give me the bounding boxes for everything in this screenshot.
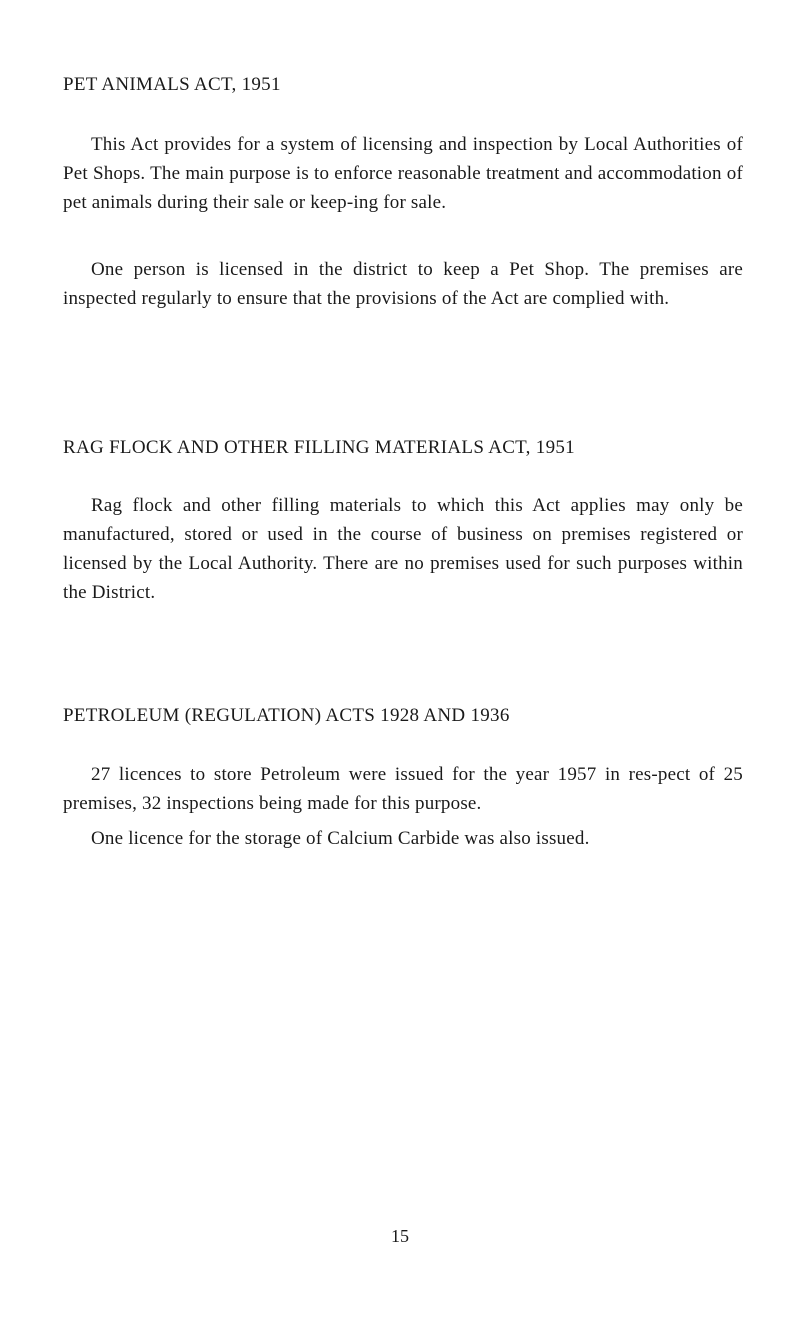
paragraph-pet-animals-2: One person is licensed in the district to keep a Pet Shop. The premises are inspected regularly to ensure that the provisions of the Act are complied with. <box>63 259 743 309</box>
section-heading-pet-animals: PET ANIMALS ACT, 1951 <box>63 74 281 95</box>
paragraph-petroleum-1: 27 licences to store Petroleum were issued for the year 1957 in res-pect of 25 premises, 32 inspections being made for this purpose. <box>63 764 743 814</box>
paragraph-rag-flock-1: Rag flock and other filling materials to which this Act applies may only be manufactured, stored or used in the course of business on premises registered or licensed by the Local Authority. There are no premises used for such purposes within the District. <box>63 495 743 603</box>
paragraph-pet-animals-1: This Act provides for a system of licensing and inspection by Local Authorities of Pet Shops. The main purpose is to enforce reasonable treatment and accommodation of pet animals during their sale or keep-ing for sale. <box>63 134 743 213</box>
page-number: 15 <box>391 1226 409 1246</box>
paragraph-petroleum-2: One licence for the storage of Calcium Carbide was also issued. <box>91 828 590 849</box>
section-heading-petroleum: PETROLEUM (REGULATION) ACTS 1928 AND 1936 <box>63 705 510 726</box>
section-heading-rag-flock: RAG FLOCK AND OTHER FILLING MATERIALS ACT, 1951 <box>63 437 575 458</box>
